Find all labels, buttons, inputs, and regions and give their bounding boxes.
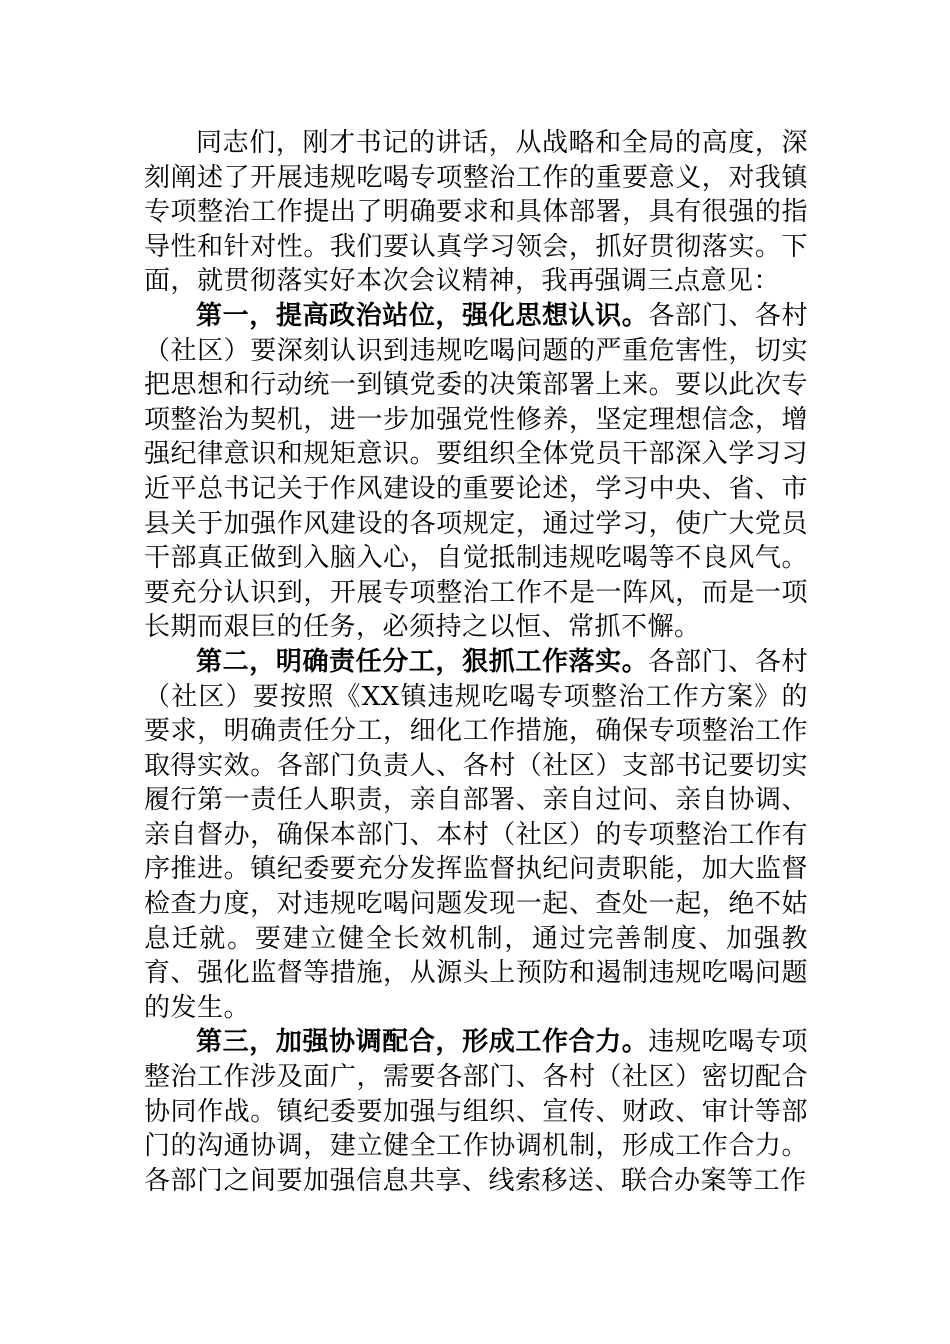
section-1-paragraph: [144, 299, 808, 645]
section-2-body: 各部门、各村（社区）要按照《XX镇违规吃喝专项整治工作方案》的要求，明确责任分工，细化工作措施，确保专项整治工作取得实效。各部门负责人、各村（社区）支部书记要切实履行第一责任人职责，亲自部署、亲自过问、亲自协调、亲自督办，确保本部门、本村（社区）的专项整治工作有序推进。镇纪委要充分发挥监督执纪问责职能，加大监督检查力度，对违规吃喝问题发现一起、查处一起，绝不姑息迁就。要建立健全长效机制，通过完善制度、加强教育、强化监督等措施，从源头上预防和遏制违规吃喝问题的发生。: [144, 646, 808, 1023]
intro-paragraph: [144, 126, 808, 299]
section-2-heading: 第二，明确责任分工，狠抓工作落实。: [196, 646, 649, 677]
section-1-heading: 第一，提高政治站位，强化思想认识。: [196, 300, 649, 331]
intro-text: 同志们，刚才书记的讲话，从战略和全局的高度，深刻阐述了开展违规吃喝专项整治工作的重要意义，对我镇专项整治工作提出了明确要求和具体部署，具有很强的指导性和针对性。我们要认真学习领会，抓好贯彻落实。下面，就贯彻落实好本次会议精神，我再强调三点意见：: [144, 128, 808, 297]
section-1-body: 各部门、各村（社区）要深刻认识到违规吃喝问题的严重危害性，切实把思想和行动统一到镇党委的决策部署上来。要以此次专项整治为契机，进一步加强党性修养，坚定理想信念，增强纪律意识和规矩意识。要组织全体党员干部深入学习习近平总书记关于作风建设的重要论述，学习中央、省、市县关于加强作风建设的各项规定，通过学习，使广大党员干部真正做到入脑入心，自觉抵制违规吃喝等不良风气。要充分认识到，开展专项整治工作不是一阵风，而是一项长期而艰巨的任务，必须持之以恒、常抓不懈。: [144, 300, 808, 643]
section-2-paragraph: [144, 645, 808, 1026]
section-3-paragraph: [144, 1025, 808, 1198]
section-3-heading: 第三，加强协调配合，形成工作合力。: [196, 1027, 649, 1058]
section-3-body: 违规吃喝专项整治工作涉及面广，需要各部门、各村（社区）密切配合协同作战。镇纪委要加强与组织、宣传、财政、审计等部门的沟通协调，建立健全工作协调机制，形成工作合力。各部门之间要加强信息共享、线索移送、联合办案等工作: [144, 1027, 808, 1196]
document-body: [144, 126, 808, 1198]
